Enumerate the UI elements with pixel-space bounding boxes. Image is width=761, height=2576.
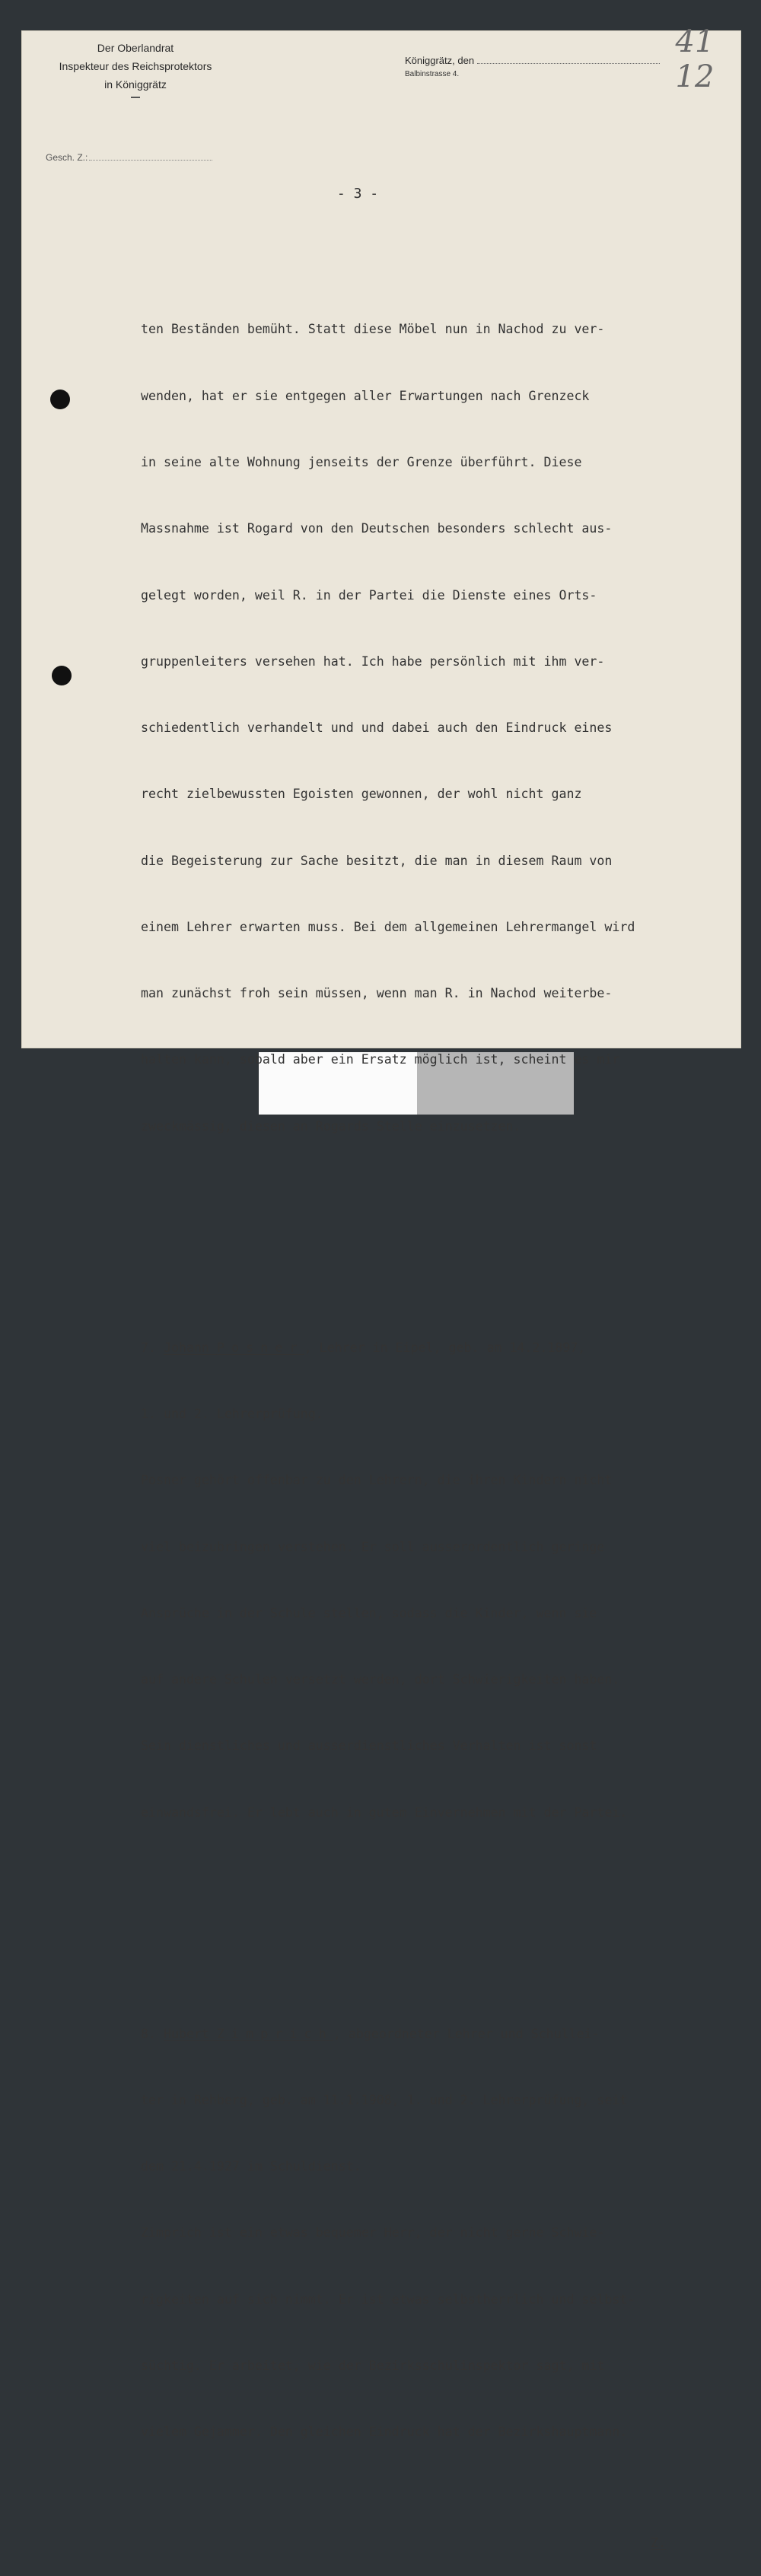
text-line: 1. und 2. Lehrerprüfung. <box>141 1406 323 1421</box>
handwritten-folio-number <box>668 24 721 94</box>
text-line: gruppenleiters versehen hat. Ich habe persönlich mit ihm ver- <box>141 654 605 669</box>
item-8-zimprich <box>141 1978 742 2487</box>
text-line: dem 21.4.1927 im Schuldienst. <box>141 2159 361 2174</box>
text-line: ten Beständen bemüht. Statt diese Möbel nun in Nachod zu ver- <box>141 322 605 337</box>
text-line: gelegt worden, weil R. in der Partei die Dienste eines Orts- <box>141 587 597 603</box>
text-line: recht zielbewussten Egoisten gewonnen, der wohl nicht ganz <box>141 787 582 802</box>
letterhead-line-1: Der Oberlandrat <box>97 42 174 54</box>
street-address: Balbinstrasse 4. <box>405 70 460 78</box>
item-heading-rest: , abgeordneter Lehrer und Schullei- <box>333 2026 600 2041</box>
letter-body <box>141 230 742 2576</box>
item-number: 7. <box>141 1340 156 1355</box>
surname: Zimprich <box>216 2026 333 2041</box>
text-line: Zimprich ist ein etwas bequemer Herr, der nicht gerne Schwie- <box>141 2225 605 2240</box>
punch-hole <box>52 666 72 685</box>
text-line: Massnahme ist Rogard von den Deutschen besonders schlecht aus- <box>141 521 613 536</box>
surname: Posner <box>216 1340 304 1355</box>
letterhead-dash <box>131 97 140 98</box>
text-line: süchtig. Er arbeitet, wie der Bezirksschulinspektor sagt, mit <box>141 2358 605 2373</box>
item-heading <box>141 2023 742 2045</box>
text-line: auf andere Schulen versetzt werden, dort Schwierigkeiten haben. <box>141 1672 620 1687</box>
item-7-posner <box>141 1293 742 1868</box>
first-name: Hubert <box>163 2026 209 2041</box>
paragraph-rogard <box>141 274 742 1181</box>
reference-line <box>46 152 212 163</box>
text-line: Ansprüche in der Schule stellen, sodass die Kinder, wenn sie <box>141 1605 597 1620</box>
handwritten-number-bottom: 12 <box>675 59 715 94</box>
text-line: halten kann, sobald aber ein Ersatz möglich ist, scheint es mir <box>141 1052 620 1067</box>
text-line: einem Lehrer erwarten muss. Bei dem allgemeinen Lehrermangel wird <box>141 919 635 934</box>
text-line: Sein dienstliches und ausserdienstliches Verhalten ist sonst <box>141 1738 597 1754</box>
person-name <box>164 1340 304 1355</box>
paragraph-spacer <box>141 1226 742 1248</box>
page-number: - 3 - <box>336 186 379 202</box>
date-dotted-line <box>477 63 660 64</box>
signature-initial: Z. <box>651 2535 666 2550</box>
text-line: Posner gehört offenbar zu den Lehrern, die ihren Kindern nicht <box>141 1473 613 1488</box>
text-line: die Begeisterung zur Sache besitzt, die man in diesem Raum von <box>141 853 613 868</box>
text-line: zweckmässig, diesen an Rogards Stelle einzusetzen. <box>141 1118 521 1134</box>
letterhead-line-2: Inspekteur des Reichsprotektors <box>59 60 212 72</box>
text-line: in seine alte Wohnung jenseits der Grenze überführt. Diese <box>141 454 582 469</box>
punch-hole <box>50 390 70 409</box>
item-heading-rest: , Lehrer in Eipel, geb. am 14.2.1897, <box>304 1340 586 1355</box>
item-number: 8. <box>141 2026 156 2041</box>
item-heading <box>141 1337 742 1359</box>
text-line: vielem Gejammer. Den gleichen Eindruck hat der Bezirkshauptmann. <box>141 2425 628 2440</box>
text-line: wenden, hat er sie entgegen aller Erwartungen nach Grenzeck <box>141 388 590 403</box>
city-label: Königgrätz, den <box>405 55 475 66</box>
text-line: einwandsfrei. Er lebt auch in gutem Einvernehmen mit der Partei. <box>141 1805 628 1820</box>
letterhead-line-3: in Königgrätz <box>104 78 167 91</box>
text-line: rigkeiten auf sich nimmt. Er ist etwas selbstherrlich und selbst- <box>141 2291 635 2307</box>
text-line: schiedentlich verhandelt und und dabei auch den Eindruck eines <box>141 720 613 736</box>
letterhead <box>46 39 225 98</box>
reference-dotted-line <box>89 160 212 161</box>
person-name <box>164 2027 333 2041</box>
place-date-line <box>405 55 694 66</box>
text-line: man zunächst froh sein müssen, wenn man R. in Nachod weiterbe- <box>141 986 613 1001</box>
handwritten-number-top: 41 <box>675 24 715 59</box>
text-line: viel beizubringen verstehen. Er soll ausserordentlich geringe <box>141 1539 605 1554</box>
first-name: Johann <box>163 1340 209 1355</box>
reference-label: Gesch. Z.: <box>46 152 88 163</box>
paragraph-spacer <box>141 1912 742 1934</box>
text-line: ter in Rehberg, geb. am 11.1.1908, 1. und 2. Lehrerprüfung, seit <box>141 2092 628 2107</box>
